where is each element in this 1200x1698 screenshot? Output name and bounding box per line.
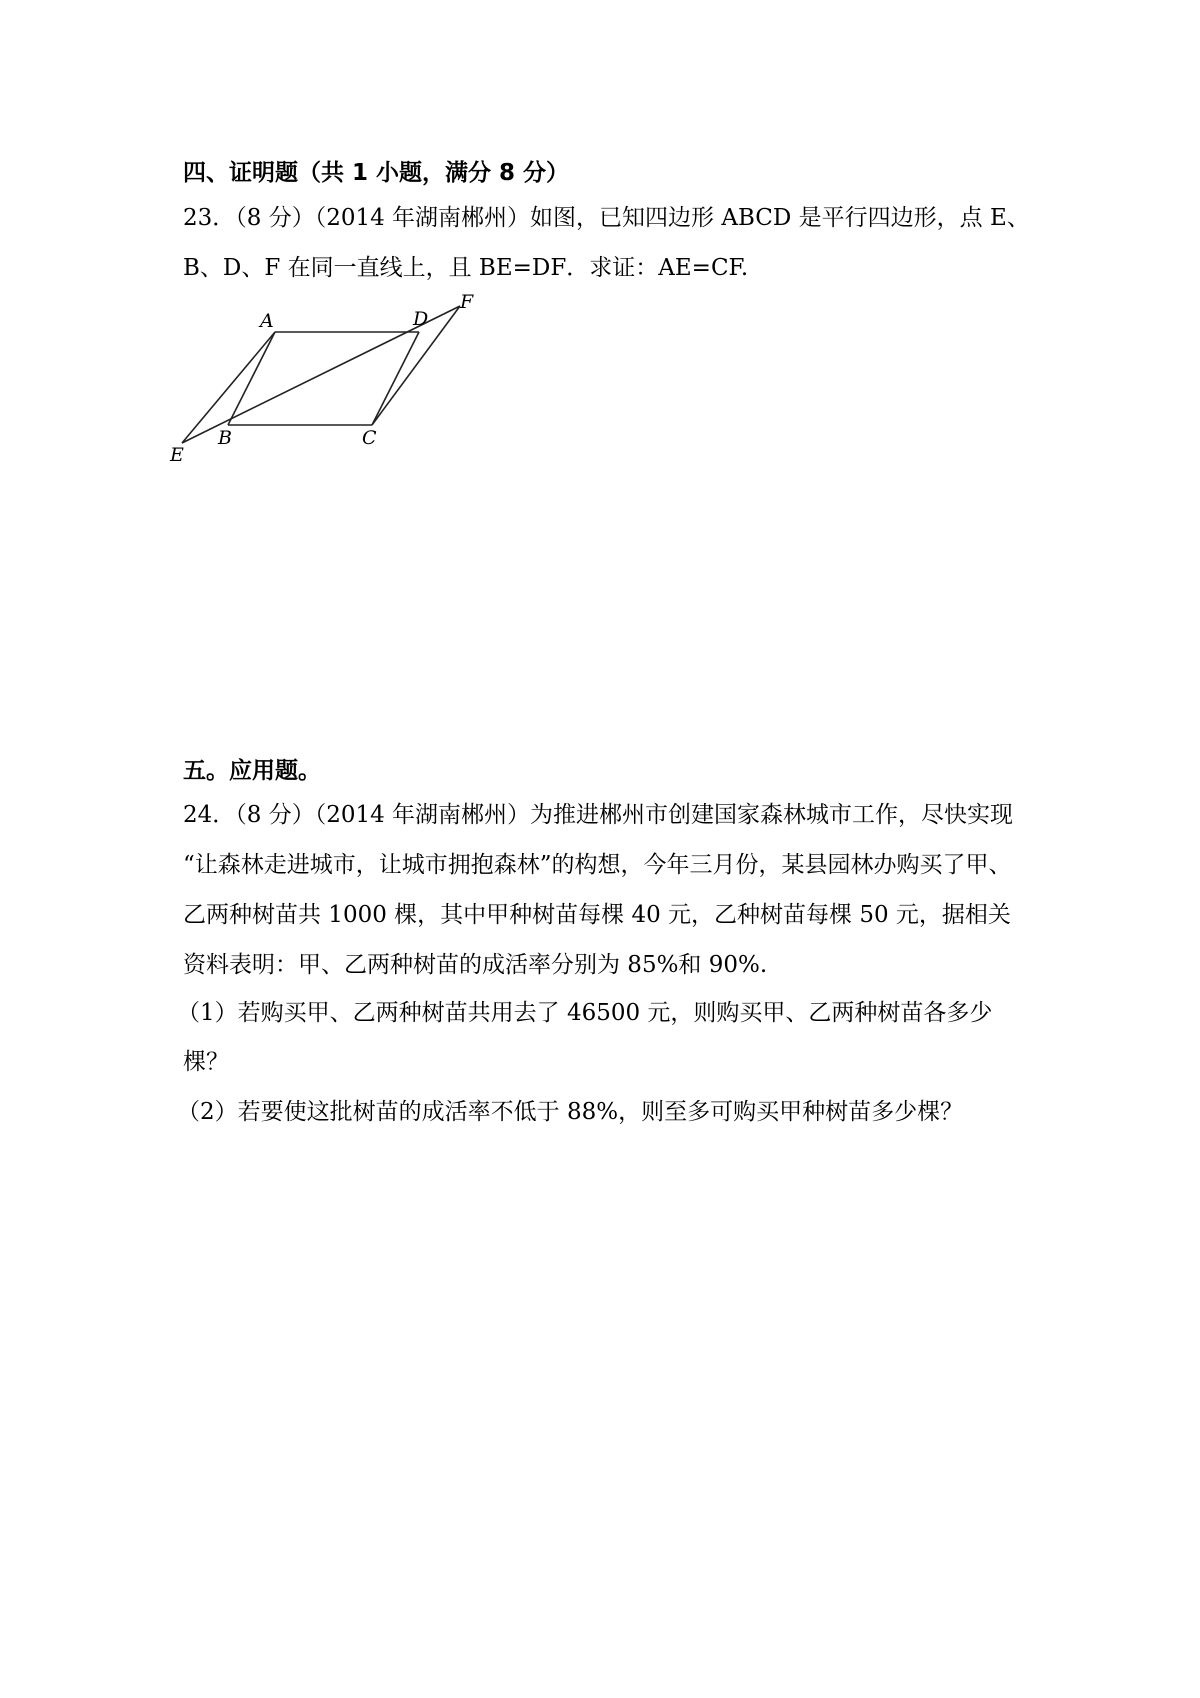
parallelogram-figure — [170, 291, 518, 500]
label-C: C — [362, 427, 377, 449]
q23-line-2: B、D、F 在同一直线上，且 BE=DF．求证：AE=CF. — [183, 255, 749, 281]
q24-line-4: 资料表明：甲、乙两种树苗的成活率分别为 85%和 90%. — [183, 952, 768, 978]
section-4-heading: 四、证明题（共 1 小题，满分 8 分） — [183, 160, 570, 186]
q24-part-1-line-2: 棵？ — [183, 1049, 229, 1075]
q24-line-3: 乙两种树苗共 1000 棵，其中甲种树苗每棵 40 元，乙种树苗每棵 50 元，据相关 — [183, 902, 1011, 928]
q24-line-2: “让森林走进城市，让城市拥抱森林”的构想，今年三月份，某县园林办购买了甲、 — [183, 852, 1012, 878]
q24-part-2: （2）若要使这批树苗的成活率不低于 88%，则至多可购买甲种树苗多少棵？ — [177, 1099, 964, 1125]
label-E: E — [170, 444, 184, 466]
section-5-heading: 五。应用题。 — [183, 758, 321, 784]
q24-part-1-line-1: （1）若购买甲、乙两种树苗共用去了 46500 元，则购买甲、乙两种树苗各多少 — [177, 1000, 993, 1026]
label-D: D — [413, 308, 429, 330]
q23-line-1: 23．（8 分）（2014 年湖南郴州）如图，已知四边形 ABCD 是平行四边形，点 E、 — [183, 205, 1030, 231]
label-A: A — [260, 310, 274, 332]
label-B: B — [218, 427, 232, 449]
parallelogram-diagram — [170, 291, 518, 496]
label-F: F — [460, 291, 474, 313]
q24-line-1: 24．（8 分）（2014 年湖南郴州）为推进郴州市创建国家森林城市工作，尽快实现 — [183, 802, 1014, 828]
